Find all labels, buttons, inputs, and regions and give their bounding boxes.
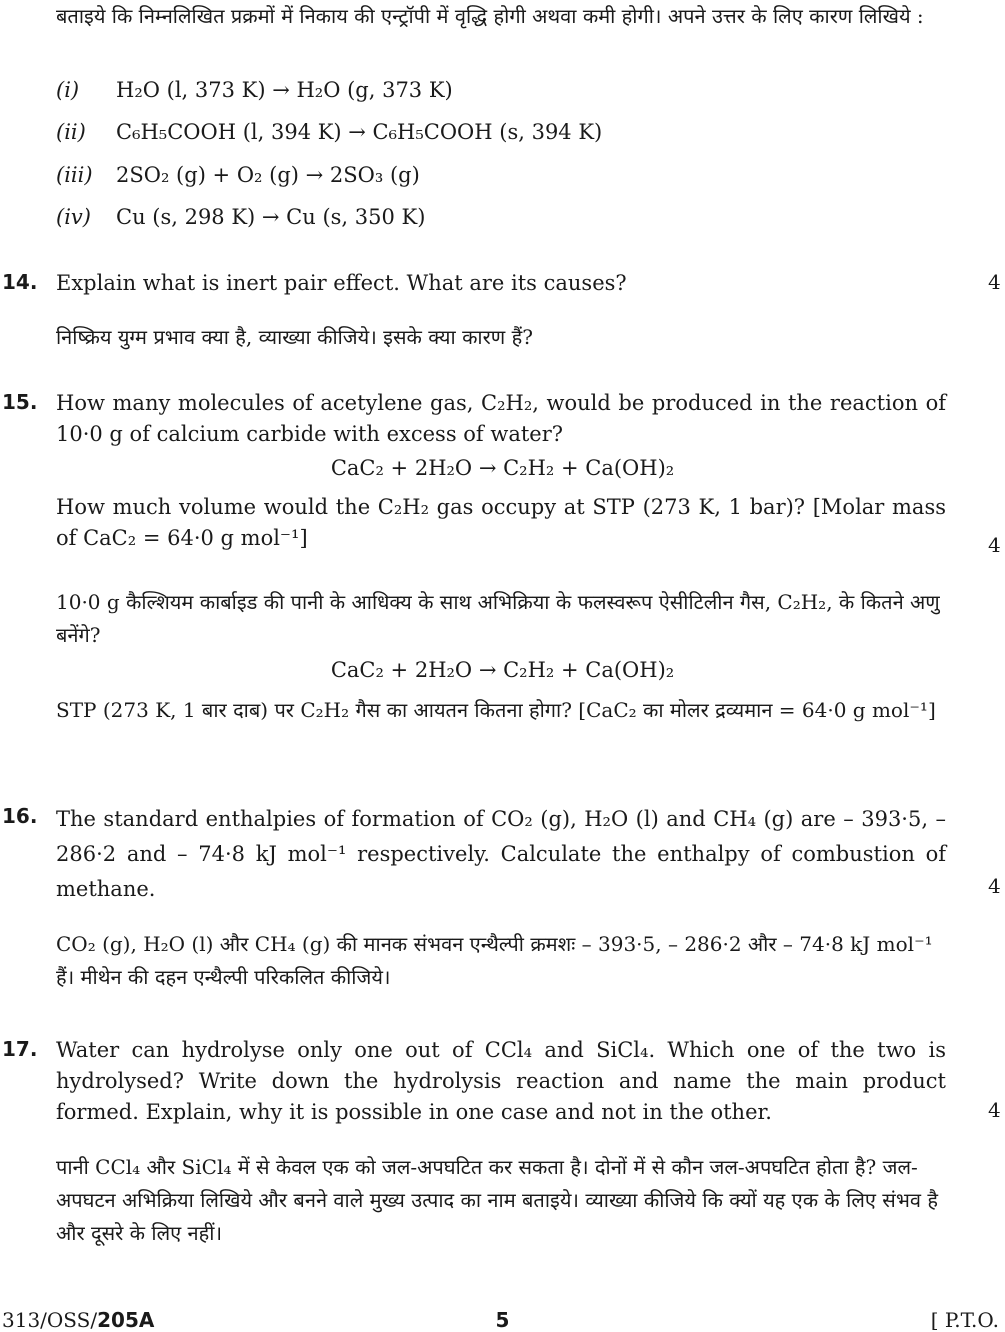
q14-number: 14. [2,270,38,294]
q14-marks: 4 [988,270,1001,294]
item-number: (iv) [56,205,91,229]
q14-hindi: निष्क्रिय युग्म प्रभाव क्या है, व्याख्या कीजिये। इसके क्या कारण हैं? [56,325,533,349]
paper-code-prefix: 313/OSS/ [2,1308,98,1332]
item-text: C₆H₅COOH (l, 394 K) → C₆H₅COOH (s, 394 K) [116,120,603,144]
item-number: (ii) [56,120,86,144]
q15-hindi-p2: STP (273 K, 1 बार दाब) पर C₂H₂ गैस का आयतन कितना होगा? [CaC₂ का मोलर द्रव्यमान = 64·0 g mol⁻¹] [56,698,936,722]
q15-english-p1: How many molecules of acetylene gas, C₂H₂, would be produced in the reaction of 10·0 g of calcium carbide with excess of water? [56,391,946,446]
q16-number: 16. [2,804,38,828]
q15-marks: 4 [988,533,1001,557]
q16-english: The standard enthalpies of formation of CO₂ (g), H₂O (l) and CH₄ (g) are – 393·5, – 286·2 and – 74·8 kJ mol⁻¹ respectively. Calculate the enthalpy of combustion of methane. [56,807,946,901]
q16-hindi: CO₂ (g), H₂O (l) और CH₄ (g) की मानक संभवन एन्थैल्पी क्रमशः – 393·5, – 286·2 और – 74·8 kJ mol⁻¹ हैं। मीथेन की दहन एन्थैल्पी परिकलित कीजिये। [56,932,933,989]
q15-hindi-equation: CaC₂ + 2H₂O → C₂H₂ + Ca(OH)₂ [330,658,675,682]
pto-label: [ P.T.O. [930,1308,999,1332]
item-text: Cu (s, 298 K) → Cu (s, 350 K) [116,205,426,229]
item-text: H₂O (l, 373 K) → H₂O (g, 373 K) [116,78,453,102]
item-number: (iii) [56,163,93,187]
page-number: 5 [495,1308,510,1332]
q13-hindi-intro: बताइये कि निम्नलिखित प्रक्रमों में निकाय की एन्ट्रॉपी में वृद्धि होगी अथवा कमी होगी। अपने उत्तर के लिए कारण लिखिये : [56,4,924,28]
q15-number: 15. [2,390,38,414]
q17-hindi: पानी CCl₄ और SiCl₄ में से केवल एक को जल-अपघटित कर सकता है। दोनों में से कौन जल-अपघटित होता है? जल-अपघटन अभिक्रिया लिखिये और बनने वाले मुख्य उत्पाद का नाम बताइये। व्याख्या कीजिये कि क्यों यह एक के लिए संभव है और दूसरे के लिए नहीं। [56,1155,938,1245]
item-text: 2SO₂ (g) + O₂ (g) → 2SO₃ (g) [116,163,420,187]
item-number: (i) [56,78,80,102]
q17-marks: 4 [988,1098,1001,1122]
q17-english: Water can hydrolyse only one out of CCl₄ and SiCl₄. Which one of the two is hydrolysed? Write down the hydrolysis reaction and name the main product formed. Explain, why it is possible in one case and not in the other. [56,1038,946,1124]
q15-hindi-p1: 10·0 g कैल्शियम कार्बाइड की पानी के आधिक्य के साथ अभिक्रिया के फलस्वरूप ऐसीटिलीन गैस, C₂H₂, के कितने अणु बनेंगे? [56,590,940,647]
q16-marks: 4 [988,874,1001,898]
q14-english: Explain what is inert pair effect. What are its causes? [56,271,627,295]
q15-equation: CaC₂ + 2H₂O → C₂H₂ + Ca(OH)₂ [330,456,675,480]
q17-number: 17. [2,1037,38,1061]
q13-item-iv [56,205,425,229]
q13-item-iii [56,163,420,187]
q15-english-p2: How much volume would the C₂H₂ gas occupy at STP (273 K, 1 bar)? [Molar mass of CaC₂ = 64·0 g mol⁻¹] [56,495,946,550]
paper-code-bold: 205A [97,1308,155,1332]
q13-item-ii [56,120,602,144]
q13-item-i [56,78,453,102]
